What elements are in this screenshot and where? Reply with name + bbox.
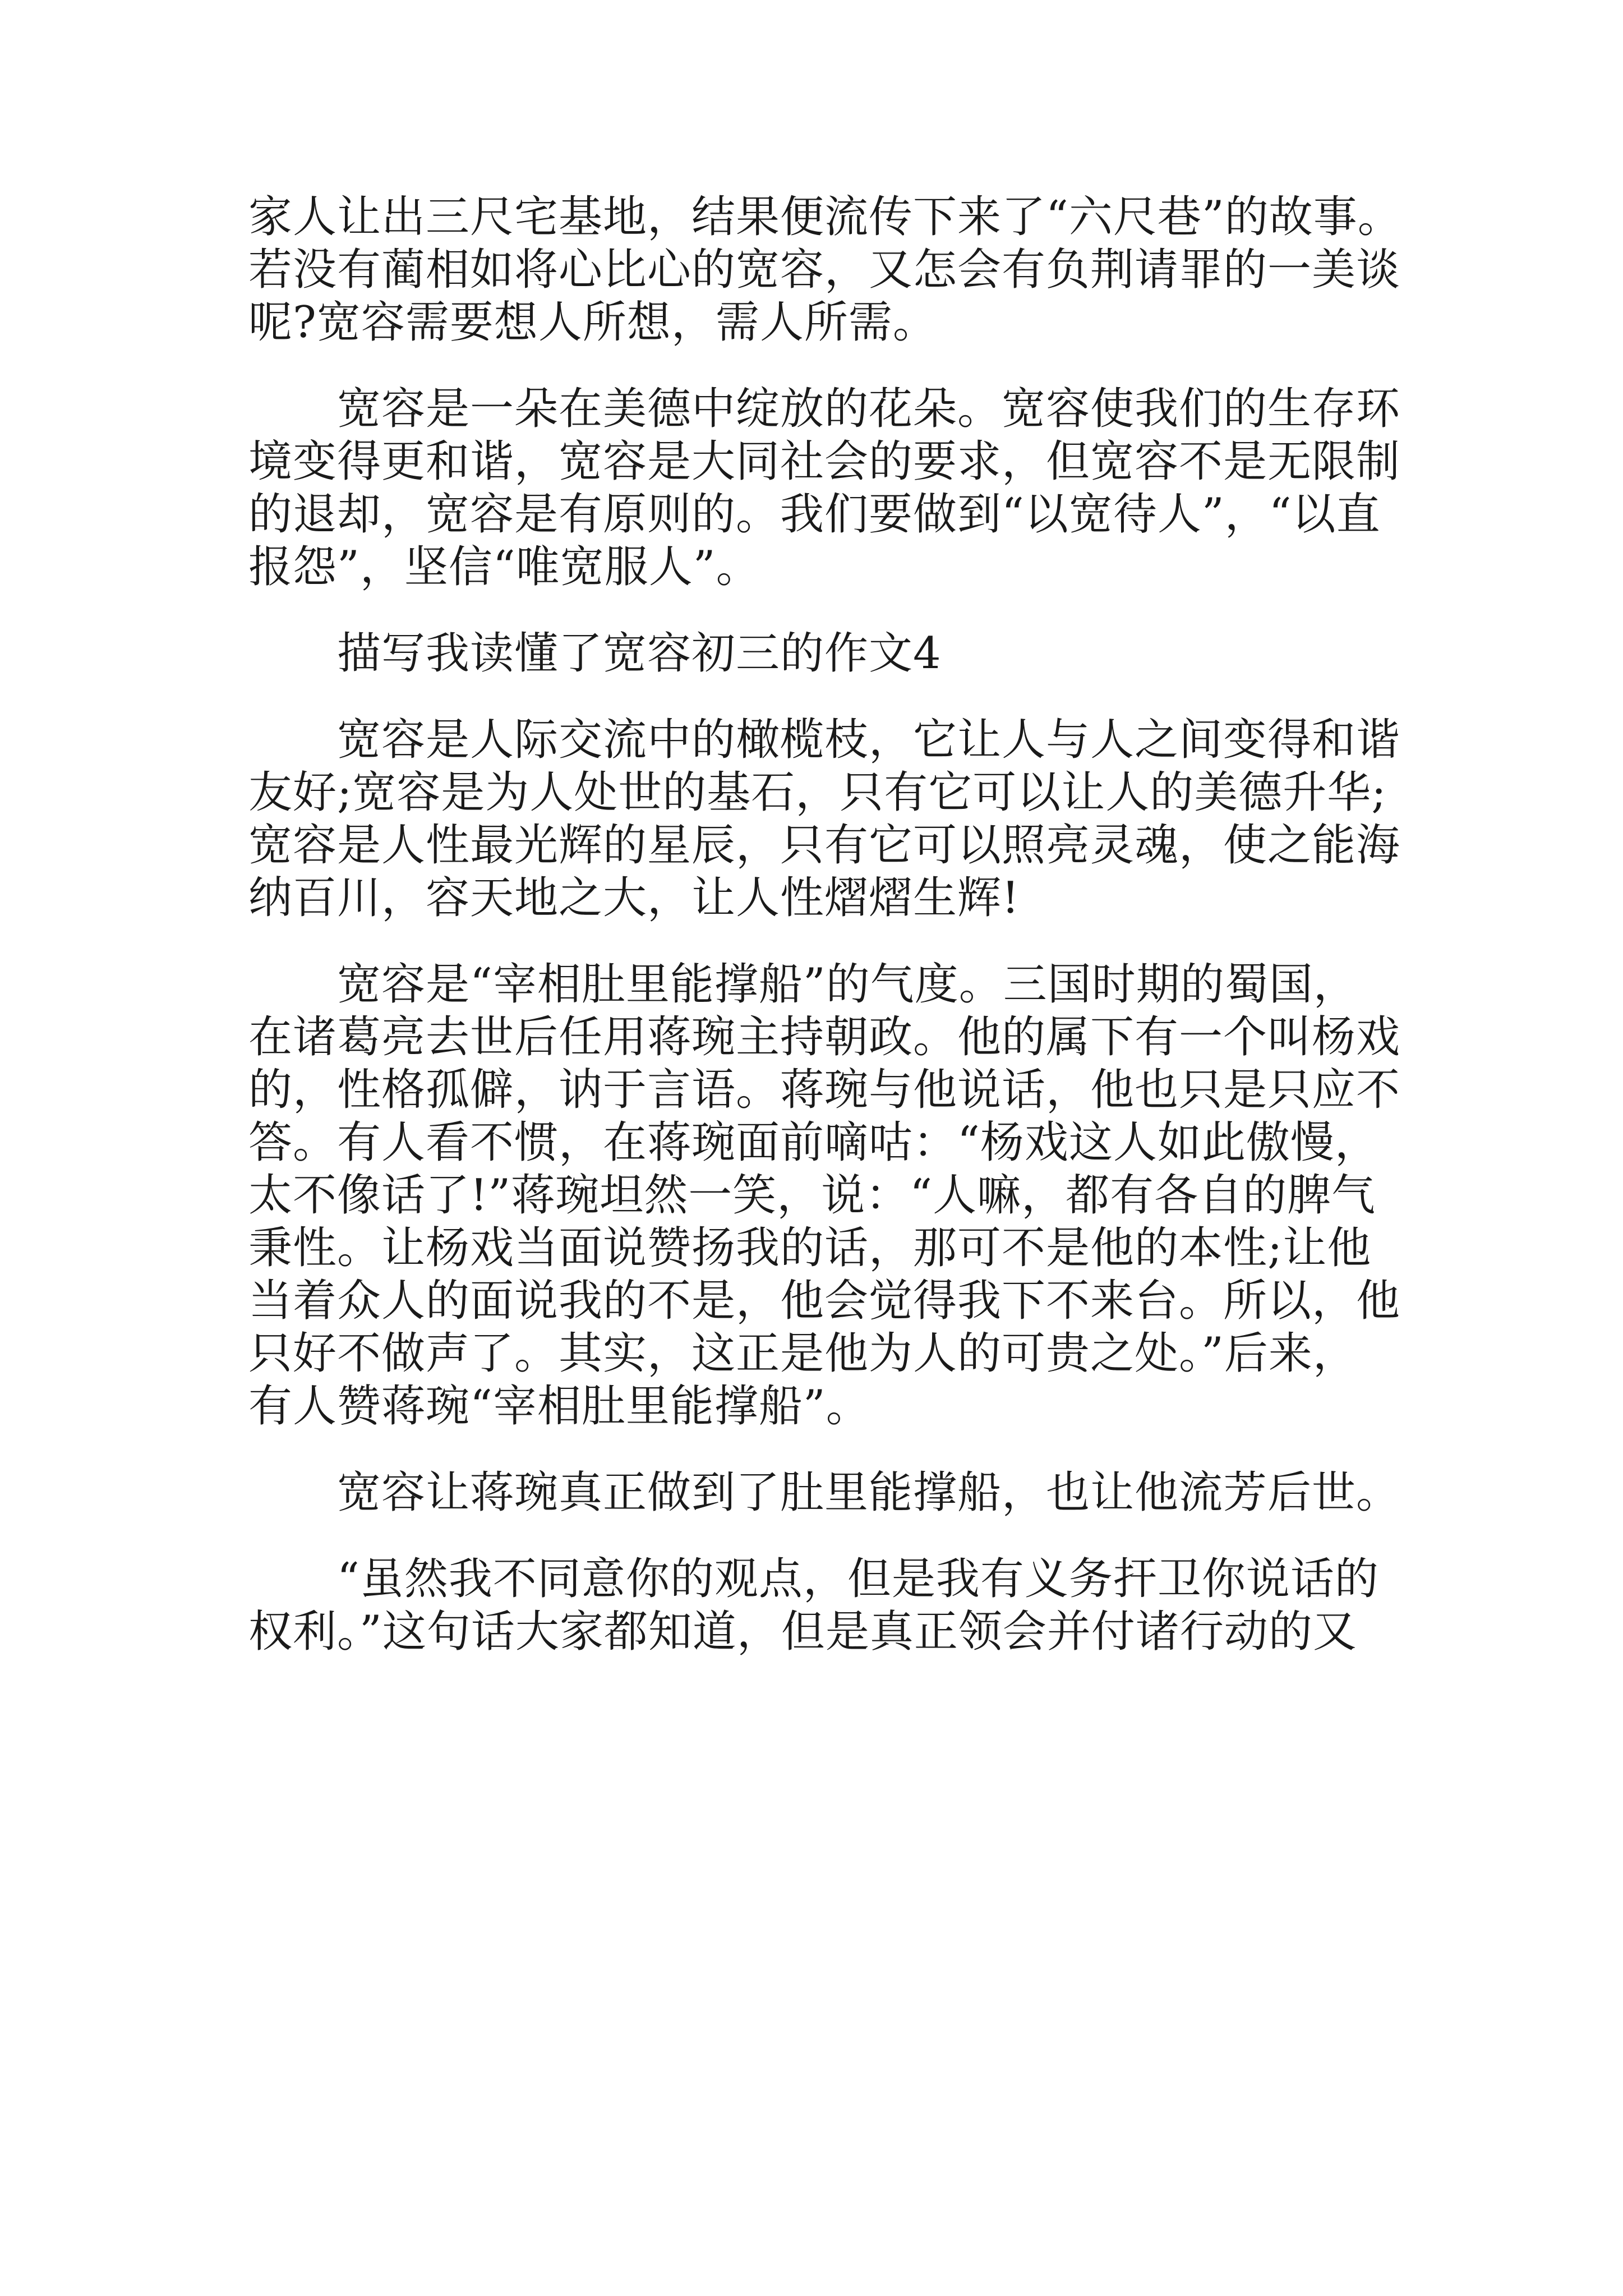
text-line: 有人赞蒋琬“宰相肚里能撑船”。 (248, 1381, 870, 1432)
text-line: 答。有人看不惯，在蒋琬面前嘀咕：“杨戏这人如此傲慢， (248, 1117, 1379, 1168)
text-line: 呢?宽容需要想人所想，需人所需。 (248, 297, 937, 348)
text-line: 报怨”，坚信“唯宽服人”。 (248, 542, 760, 592)
text-line: 宽容是“宰相肚里能撑船”的气度。三国时期的蜀国， (248, 959, 1358, 1010)
text-line: 的退却，宽容是有原则的。我们要做到“以宽待人”，“以直 (248, 489, 1381, 540)
text-line: 友好;宽容是为人处世的基石，只有它可以让人的美德升华; (248, 767, 1387, 818)
text-line: 宽容是一朵在美德中绽放的花朵。宽容使我们的生存环 (248, 384, 1401, 434)
text-line: 只好不做声了。其实，这正是他为人的可贵之处。”后来， (248, 1328, 1357, 1379)
text-line: 秉性。让杨戏当面说赞扬我的话，那可不是他的本性;让他 (248, 1223, 1372, 1273)
text-line: 在诸葛亮去世后任用蒋琬主持朝政。他的属下有一个叫杨戏 (248, 1012, 1401, 1062)
text-line: 宽容让蒋琬真正做到了肚里能撑船，也让他流芳后世。 (248, 1467, 1401, 1518)
text-line: 纳百川，容天地之大，让人性熠熠生辉! (248, 873, 1020, 923)
text-line: 当着众人的面说我的不是，他会觉得我下不来台。所以，他 (248, 1276, 1401, 1326)
text-line: 的，性格孤僻，讷于言语。蒋琬与他说话，他也只是只应不 (248, 1065, 1401, 1115)
text-line: 家人让出三尺宅基地，结果便流传下来了“六尺巷”的故事。 (248, 192, 1402, 242)
text-line: “虽然我不同意你的观点，但是我有义务扞卫你说话的 (248, 1554, 1379, 1604)
text-line: 太不像话了!”蒋琬坦然一笑，说：“人嘛，都有各自的脾气 (248, 1170, 1376, 1221)
text-line: 权利。”这句话大家都知道，但是真正领会并付诸行动的又 (248, 1607, 1357, 1657)
text-line: 境变得更和谐，宽容是大同社会的要求，但宽容不是无限制 (248, 436, 1401, 487)
text-line: 若没有蔺相如将心比心的宽容，又怎会有负荆请罪的一美谈 (248, 245, 1401, 295)
text-line: 宽容是人际交流中的橄榄枝，它让人与人之间变得和谐 (248, 715, 1401, 765)
text-line: 宽容是人性最光辉的星辰，只有它可以照亮灵魂，使之能海 (248, 820, 1401, 871)
section-heading: 描写我读懂了宽容初三的作文4 (248, 628, 942, 679)
document-body (248, 191, 1402, 1658)
